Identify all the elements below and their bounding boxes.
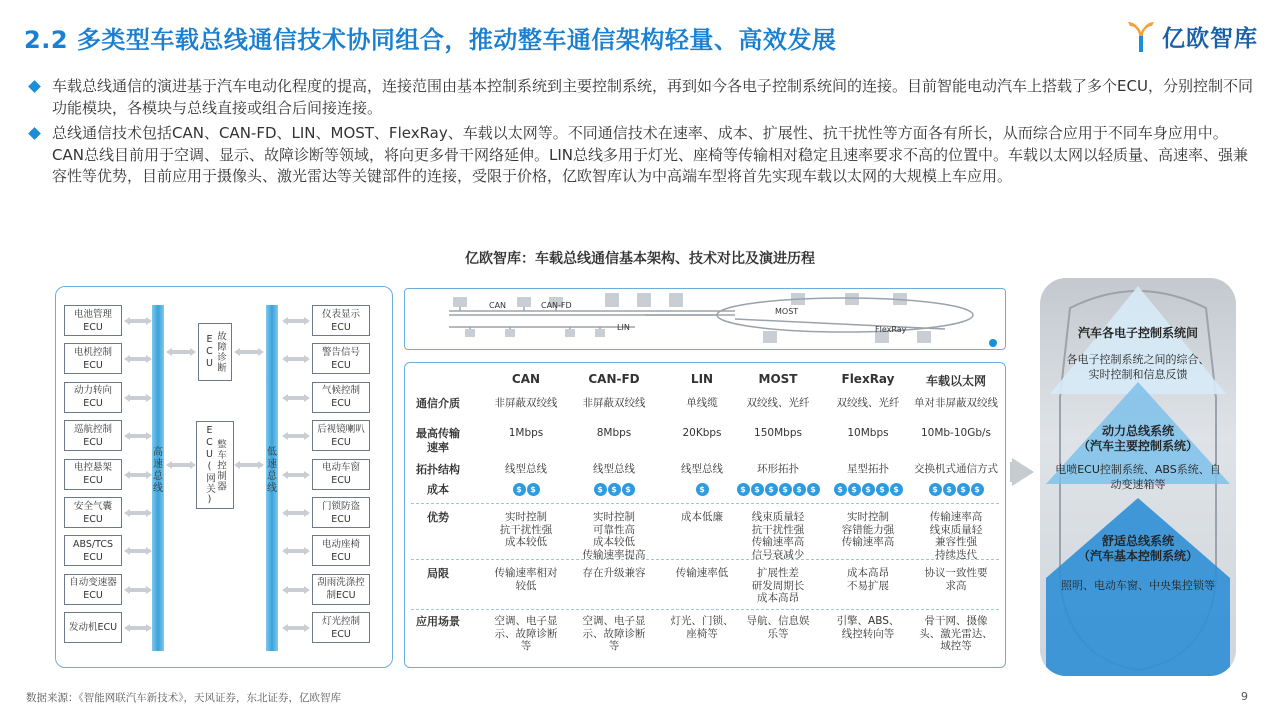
table-cell: 成本高昂 不易扩展 xyxy=(847,567,889,592)
evolution-panel xyxy=(1040,278,1236,676)
column-header: CAN xyxy=(511,372,541,386)
bus-arrow xyxy=(124,317,152,325)
bus-arrow xyxy=(166,348,196,356)
row-header: 应用场景 xyxy=(416,615,460,628)
cost-rating xyxy=(483,483,569,496)
dollar-coin-icon: $ xyxy=(834,483,847,496)
bus-arrow xyxy=(282,547,310,555)
bus-arrow xyxy=(124,471,152,479)
table-cell: 导航、信息娱 乐等 xyxy=(746,615,810,640)
cost-rating xyxy=(825,483,911,496)
row-divider xyxy=(411,609,999,610)
bus-arrow xyxy=(282,317,310,325)
left-ecu-box: 安全气囊ECU xyxy=(64,497,122,528)
bus-arrow xyxy=(282,509,310,517)
cost-rating xyxy=(735,483,821,496)
table-cell: 灯光、门锁、 座椅等 xyxy=(670,615,734,640)
bus-arrow xyxy=(124,432,152,440)
table-cell: 扩展性差 研发周期长 成本高昂 xyxy=(751,567,805,604)
cost-rating xyxy=(571,483,657,496)
dollar-coin-icon: $ xyxy=(971,483,984,496)
table-cell: 实时控制 容错能力强 传输速率高 xyxy=(841,511,895,548)
table-cell: 传输速率相对 较低 xyxy=(494,567,558,592)
dollar-coin-icon: $ xyxy=(957,483,970,496)
comparison-table xyxy=(404,362,1006,668)
right-ecu-box: 电动座椅ECU xyxy=(312,535,370,566)
bus-arrow xyxy=(282,471,310,479)
cost-rating xyxy=(659,483,745,496)
right-ecu-box: 警告信号ECU xyxy=(312,343,370,374)
table-cell: 单线缆 xyxy=(686,397,718,409)
table-cell: 实时控制 可靠性高 成本较低 传输速率提高 xyxy=(582,511,646,561)
table-cell: 10Mbps xyxy=(847,427,889,439)
left-ecu-box: 电机控制ECU xyxy=(64,343,122,374)
topology-graphic xyxy=(405,289,1005,349)
dollar-coin-icon: $ xyxy=(696,483,709,496)
row-header: 成本 xyxy=(427,483,449,496)
bus-arrow xyxy=(124,509,152,517)
dollar-coin-icon: $ xyxy=(527,483,540,496)
table-cell: 双绞线、光纤 xyxy=(836,397,900,409)
table-cell: 单对非屏蔽双绞线 xyxy=(914,397,998,409)
table-cell: 空调、电子显 示、故障诊断 等 xyxy=(494,615,558,652)
page-number: 9 xyxy=(1241,690,1248,703)
table-cell: 成本低廉 xyxy=(681,511,723,523)
table-cell: 存在升级兼容 xyxy=(582,567,646,579)
table-cell: 10Mb-10Gb/s xyxy=(920,427,992,439)
table-cell: 线型总线 xyxy=(505,463,547,475)
dollar-coin-icon: $ xyxy=(929,483,942,496)
table-cell: 20Kbps xyxy=(682,427,722,439)
table-cell: 交换机式通信方式 xyxy=(914,463,998,475)
stage2-title: 动力总线系统 （汽车主要控制系统） xyxy=(1077,424,1198,453)
right-ecu-box: 后视镜喇叭ECU xyxy=(312,420,370,451)
row-divider xyxy=(411,503,999,504)
table-cell: 骨干网、摄像 头、激光雷达、 域控等 xyxy=(919,615,993,652)
table-cell: 非屏蔽双绞线 xyxy=(494,397,558,409)
row-header: 局限 xyxy=(427,567,449,580)
low-speed-bus-label: 低速总线 xyxy=(267,447,277,494)
dollar-coin-icon: $ xyxy=(765,483,778,496)
dollar-coin-icon: $ xyxy=(943,483,956,496)
diagram-title: 亿欧智库：车载总线通信基本架构、技术对比及演进历程 xyxy=(465,251,815,267)
right-ecu-box: 刮雨洗涤控制ECU xyxy=(312,574,370,605)
bus-arrow xyxy=(234,348,264,356)
table-cell: 空调、电子显 示、故障诊断 等 xyxy=(582,615,646,652)
table-cell: 线束质量轻 抗干扰性强 传输速率高 信号衰减少 xyxy=(751,511,805,561)
bus-arrow xyxy=(282,355,310,363)
topology-label-flexray: FlexRay xyxy=(875,325,907,334)
row-header: 拓扑结构 xyxy=(416,463,460,476)
dollar-coin-icon: $ xyxy=(848,483,861,496)
diagnosis-ecu-box: 故障诊断ECU xyxy=(198,323,232,381)
dollar-coin-icon: $ xyxy=(779,483,792,496)
right-arrow-icon xyxy=(1012,458,1034,486)
bus-arrow xyxy=(166,461,196,469)
intro-bullets xyxy=(26,76,1256,192)
row-header: 优势 xyxy=(427,511,449,524)
dollar-coin-icon: $ xyxy=(737,483,750,496)
bullet-item: 车载总线通信的演进基于汽车电动化程度的提高，连接范围由基本控制系统到主要控制系统，再到如今各电子控制系统间的连接。目前智能电动汽车上搭载了多个ECU，分别控制不同功能模块，各模块与总线直接或组合后间接连接。 xyxy=(26,76,1256,119)
bus-arrow xyxy=(282,432,310,440)
table-cell: 传输速率低 xyxy=(675,567,729,579)
high-speed-bus-label: 高速总线 xyxy=(153,447,163,494)
stage3-desc: 照明、电动车窗、中央集控锁等 xyxy=(1061,579,1215,592)
topology-label-can: CAN xyxy=(489,301,507,310)
stage3-title: 舒适总线系统 （汽车基本控制系统） xyxy=(1077,534,1198,563)
bus-arrow xyxy=(282,624,310,632)
table-cell: 线型总线 xyxy=(681,463,723,475)
row-divider xyxy=(411,559,999,560)
dollar-coin-icon: $ xyxy=(594,483,607,496)
brand-logo xyxy=(1126,18,1258,54)
stage1-title: 汽车各电子控制系统间 xyxy=(1077,326,1198,340)
right-ecu-box: 仪表显示ECU xyxy=(312,305,370,336)
topology-label-lin: LIN xyxy=(617,323,630,332)
bus-arrow xyxy=(282,586,310,594)
right-ecu-box: 气候控制ECU xyxy=(312,382,370,413)
topology-label-canfd: CAN-FD xyxy=(541,301,572,310)
dollar-coin-icon: $ xyxy=(890,483,903,496)
table-cell: 双绞线、光纤 xyxy=(746,397,810,409)
table-cell: 150Mbps xyxy=(754,427,802,439)
column-header: LIN xyxy=(690,372,714,386)
bullet-item: 总线通信技术包括CAN、CAN-FD、LIN、MOST、FlexRay、车载以太网等。不同通信技术在速率、成本、扩展性、抗干扰性等方面各有所长，从而综合应用于不同车身应用中。 CAN总线目前用于空调、显示、故障诊断等领域，将向更多骨干网络延伸。LIN总线多用于灯光、座椅等传输相对稳定且速率要求不高的位置中。车载以太网以轻质量、高速率、强兼容性等优势，目前应用于摄像头、激光雷达等关键部件的连接，受限于价格，亿欧智库认为中高端车型将首先实现车载以太网的大规模上车应用。 xyxy=(26,123,1256,188)
column-header: MOST xyxy=(758,372,798,386)
dollar-coin-icon: $ xyxy=(513,483,526,496)
row-header: 通信介质 xyxy=(416,397,460,410)
architecture-diagram xyxy=(55,286,393,668)
logo-text: 亿欧智库 xyxy=(1162,25,1258,52)
dollar-coin-icon: $ xyxy=(793,483,806,496)
table-cell: 协议一致性要 求高 xyxy=(924,567,988,592)
left-ecu-box: 电池管理ECU xyxy=(64,305,122,336)
dollar-coin-icon: $ xyxy=(807,483,820,496)
left-ecu-box: 电控悬架ECU xyxy=(64,459,122,490)
gateway-ecu-box: 整车控制器ECU(网关) xyxy=(196,421,234,509)
table-cell: 引擎、ABS、 线控转向等 xyxy=(836,615,900,640)
bus-arrow xyxy=(234,461,264,469)
column-header: 车载以太网 xyxy=(925,374,986,388)
stage1-desc: 各电子控制系统之间的综合、实时控制和信息反馈 xyxy=(1066,353,1210,381)
bus-arrow xyxy=(124,547,152,555)
bus-arrow xyxy=(124,624,152,632)
left-ecu-box: 自动变速器ECU xyxy=(64,574,122,605)
table-cell: 实时控制 抗干扰性强 成本较低 xyxy=(499,511,553,548)
dollar-coin-icon: $ xyxy=(608,483,621,496)
column-header: CAN-FD xyxy=(588,372,640,386)
bus-arrow xyxy=(282,394,310,402)
left-ecu-box: 动力转向ECU xyxy=(64,382,122,413)
stage2-desc: 电喷ECU控制系统、ABS系统、自动变速箱等 xyxy=(1055,463,1221,491)
column-header: FlexRay xyxy=(841,372,895,386)
table-cell: 传输速率高 线束质量轻 兼容性强 持续迭代 xyxy=(929,511,983,561)
bus-topology xyxy=(404,288,1006,350)
bus-arrow xyxy=(124,355,152,363)
left-ecu-box: 发动机ECU xyxy=(64,612,122,643)
table-cell: 非屏蔽双绞线 xyxy=(582,397,646,409)
left-ecu-box: 巡航控制ECU xyxy=(64,420,122,451)
table-cell: 星型拓扑 xyxy=(847,463,889,475)
bus-arrow xyxy=(124,586,152,594)
bus-arrow xyxy=(124,394,152,402)
dollar-coin-icon: $ xyxy=(622,483,635,496)
cost-rating xyxy=(913,483,999,496)
left-ecu-box: ABS/TCS ECU xyxy=(64,535,122,566)
table-cell: 8Mbps xyxy=(596,427,632,439)
dollar-coin-icon: $ xyxy=(751,483,764,496)
logo-icon xyxy=(1126,18,1156,54)
row-header: 最高传输速率 xyxy=(416,427,460,454)
right-ecu-box: 灯光控制ECU xyxy=(312,612,370,643)
data-source: 数据来源：《智能网联汽车新技术》，天风证券，东北证券，亿欧智库 xyxy=(26,692,341,704)
table-cell: 1Mbps xyxy=(508,427,544,439)
topology-label-most: MOST xyxy=(775,307,799,316)
table-cell: 环形拓扑 xyxy=(757,463,799,475)
page-title: 2.2 多类型车载总线通信技术协同组合，推动整车通信架构轻量、高效发展 xyxy=(24,26,837,54)
table-cell: 线型总线 xyxy=(593,463,635,475)
dollar-coin-icon: $ xyxy=(862,483,875,496)
right-ecu-box: 门锁防盗ECU xyxy=(312,497,370,528)
dollar-coin-icon: $ xyxy=(876,483,889,496)
right-ecu-box: 电动车窗ECU xyxy=(312,459,370,490)
